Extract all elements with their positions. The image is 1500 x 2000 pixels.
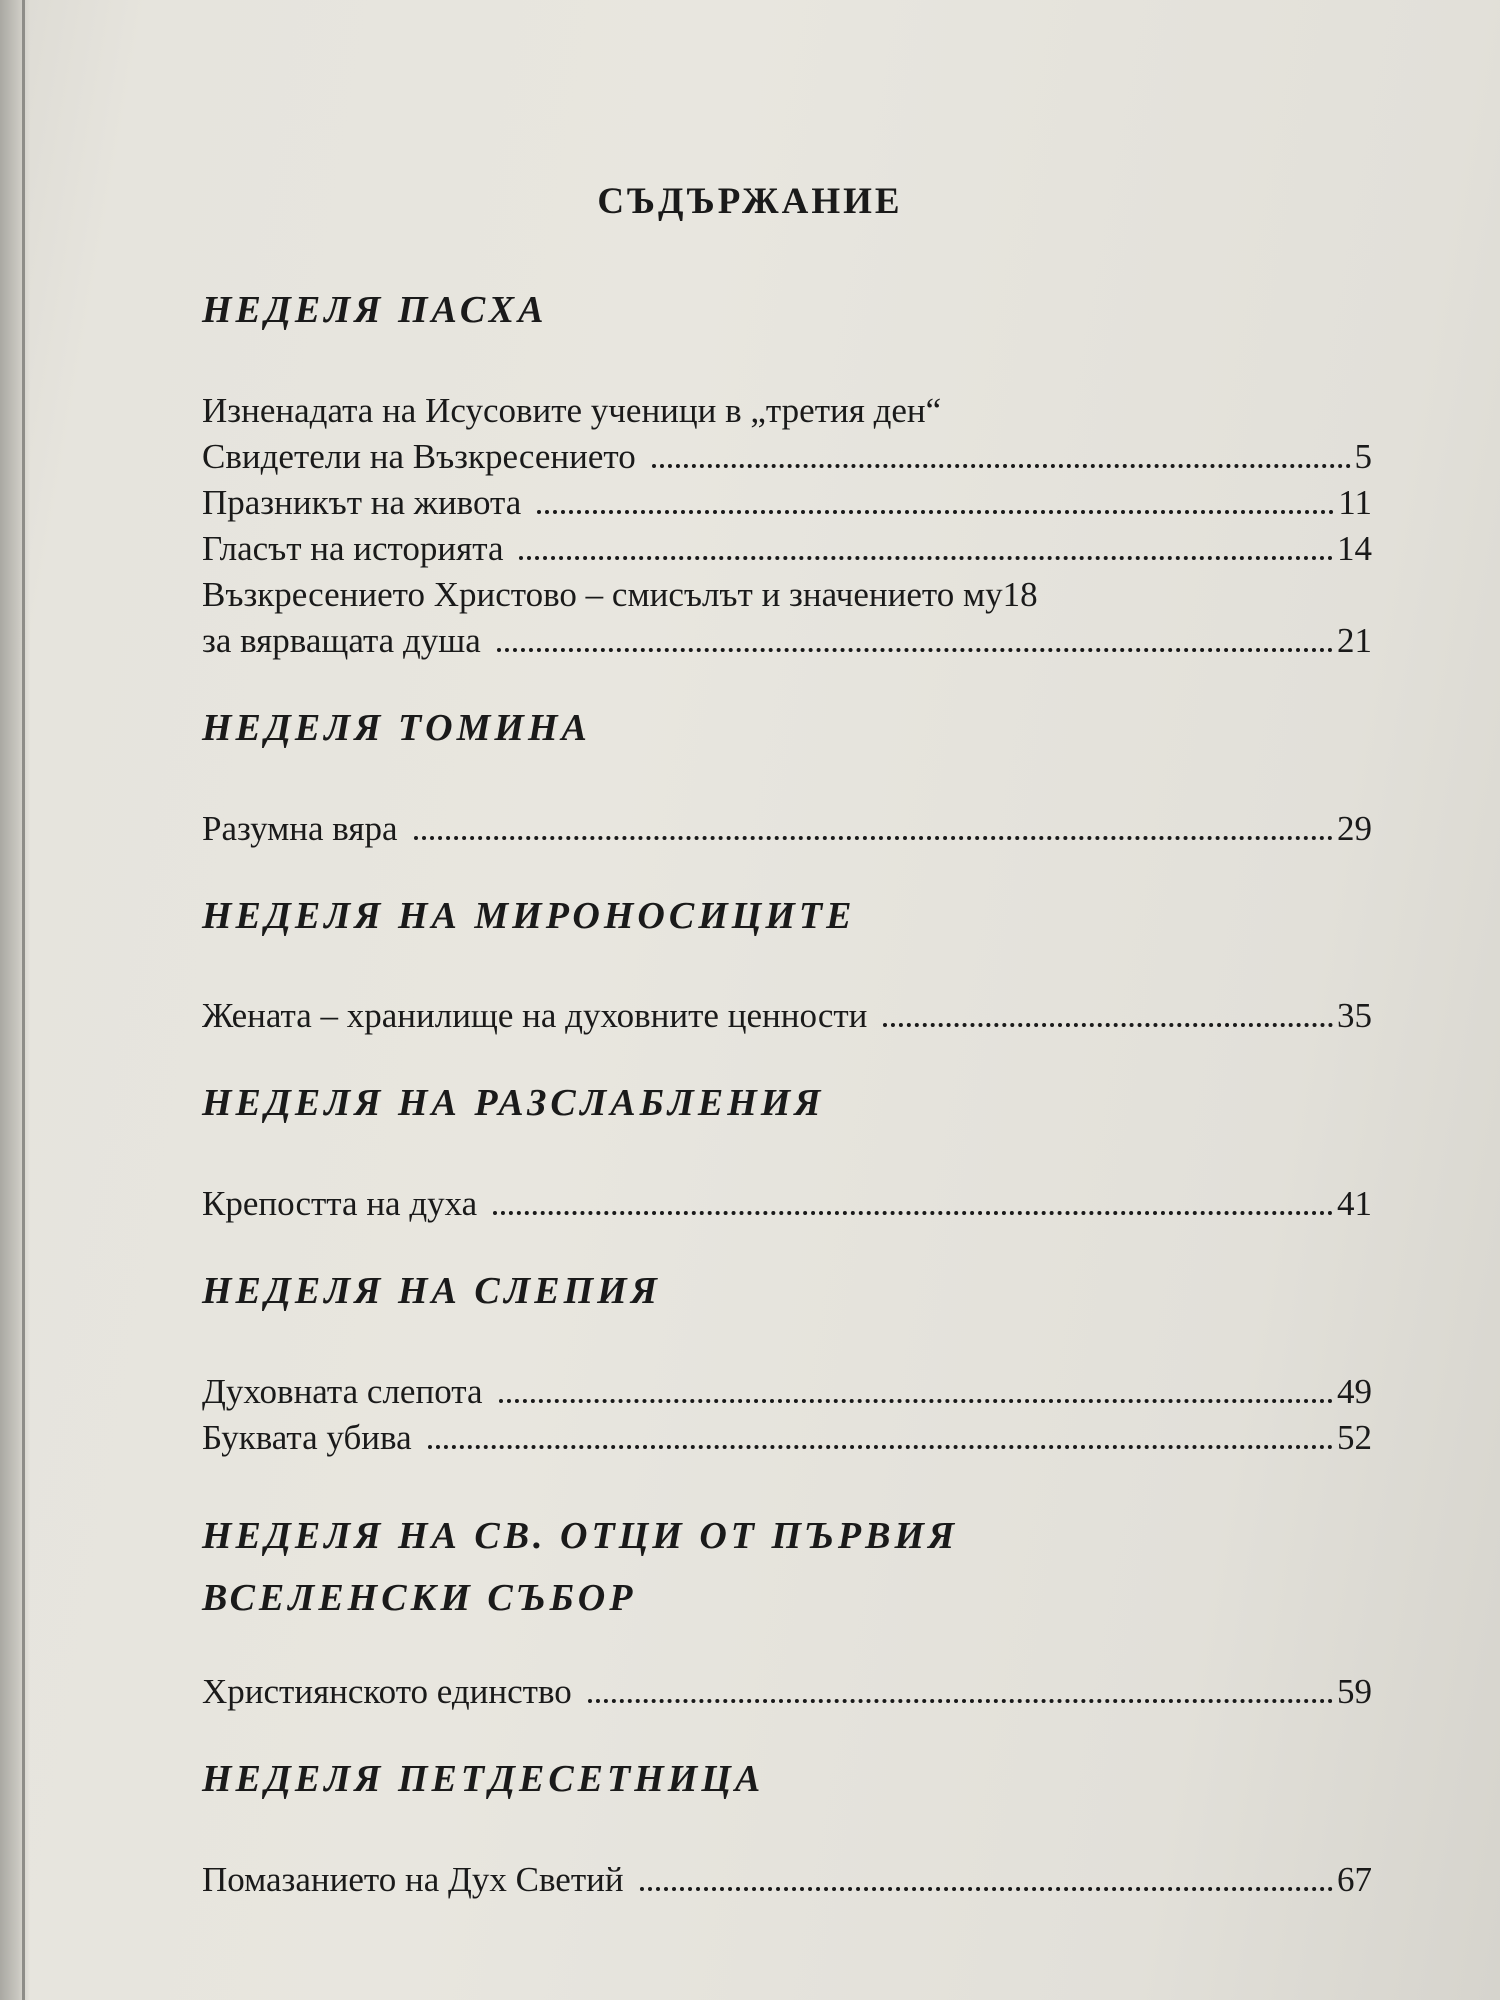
book-spine-shadow	[0, 0, 30, 2000]
entry-title: Буквата убива	[202, 1417, 412, 1457]
section-heading: НЕДЕЛЯ НА РАЗСЛАБЛЕНИЯ	[202, 1082, 825, 1125]
toc-entry	[202, 1181, 1372, 1227]
entry-page-number: 21	[1337, 620, 1372, 660]
entry-title: Крепостта на духа	[202, 1184, 478, 1224]
entry-title: Възкресението Христово – смисълът и значението му	[202, 574, 1003, 614]
toc-section	[202, 708, 1372, 852]
page-title: СЪДЪРЖАНИЕ	[597, 181, 903, 222]
section-entries	[202, 1369, 1372, 1461]
section-entries	[202, 806, 1372, 852]
toc-entry	[202, 1669, 1372, 1715]
entry-page-number: 29	[1337, 808, 1372, 848]
entry-page-number: 5	[1354, 436, 1372, 476]
section-heading: НЕДЕЛЯ ПЕТДЕСЕТНИЦА	[202, 1757, 765, 1800]
entry-page-number: 14	[1337, 528, 1372, 568]
section-entries	[202, 993, 1372, 1039]
toc-entry	[202, 1369, 1372, 1415]
toc-entry	[202, 572, 1372, 618]
toc-section	[202, 896, 1372, 1040]
entry-title: Разумна вяра	[202, 808, 398, 848]
toc-section	[202, 1759, 1372, 1903]
entry-title: Свидетели на Възкресението	[202, 436, 636, 476]
toc-entry	[202, 526, 1372, 572]
toc-entry	[202, 806, 1372, 852]
entry-title: Жената – хранилище на духовните ценности	[202, 996, 868, 1036]
toc-section	[202, 1083, 1372, 1227]
entry-title: Празникът на живота	[202, 482, 522, 522]
toc-entry	[202, 480, 1372, 526]
entry-page-number: 52	[1337, 1417, 1372, 1457]
toc-section	[202, 1505, 1372, 1715]
toc-entry	[202, 993, 1372, 1039]
section-heading: НЕДЕЛЯ НА МИРОНОСИЦИТЕ	[202, 894, 856, 937]
toc-entry	[202, 618, 1372, 664]
dot-leader	[414, 808, 1334, 840]
toc-entry	[202, 1857, 1372, 1903]
table-of-contents	[202, 290, 1372, 1947]
dot-leader	[497, 620, 1333, 652]
dot-leader	[493, 1183, 1333, 1215]
dot-leader	[588, 1671, 1333, 1703]
section-entries	[202, 1669, 1372, 1715]
entry-title: Духовната слепота	[202, 1371, 483, 1411]
toc-section	[202, 1271, 1372, 1461]
dot-leader	[640, 1859, 1333, 1891]
entry-title: Изненадата на Исусовите ученици в „третия ден“	[202, 390, 942, 430]
toc-entry	[202, 388, 1372, 434]
toc-section	[202, 290, 1372, 664]
entry-title: Християнското единство	[202, 1671, 572, 1711]
dot-leader	[883, 995, 1333, 1027]
entry-page-number: 67	[1337, 1859, 1372, 1899]
entry-page-number: 49	[1337, 1371, 1372, 1411]
entry-page-number: 41	[1337, 1184, 1372, 1224]
toc-entry	[202, 434, 1372, 480]
entry-title: за вярващата душа	[202, 620, 481, 660]
section-heading: НЕДЕЛЯ ТОМИНА	[202, 706, 591, 749]
section-heading-line: ВСЕЛЕНСКИ СЪБОР	[202, 1576, 637, 1619]
entry-page-number: 11	[1338, 482, 1372, 522]
entry-page-number: 35	[1337, 996, 1372, 1036]
entry-title: Помазанието на Дух Светий	[202, 1859, 624, 1899]
book-spine-edge	[22, 0, 25, 2000]
section-heading: НЕДЕЛЯ НА СЛЕПИЯ	[202, 1270, 661, 1313]
section-entries	[202, 1181, 1372, 1227]
section-heading-line: НЕДЕЛЯ НА СВ. ОТЦИ ОТ ПЪРВИЯ	[202, 1514, 959, 1557]
toc-entry	[202, 1415, 1372, 1461]
entry-page-number: 18	[1002, 574, 1038, 614]
dot-leader	[428, 1417, 1333, 1449]
section-heading: НЕДЕЛЯ ПАСХА	[202, 289, 548, 331]
dot-leader	[652, 436, 1351, 468]
entry-title: Гласът на историята	[202, 528, 504, 568]
dot-leader	[519, 528, 1333, 560]
section-entries	[202, 1857, 1372, 1903]
dot-leader	[537, 482, 1334, 514]
section-entries	[202, 388, 1372, 664]
dot-leader	[499, 1371, 1334, 1403]
entry-page-number: 59	[1337, 1671, 1372, 1711]
section-heading	[202, 1505, 1372, 1629]
